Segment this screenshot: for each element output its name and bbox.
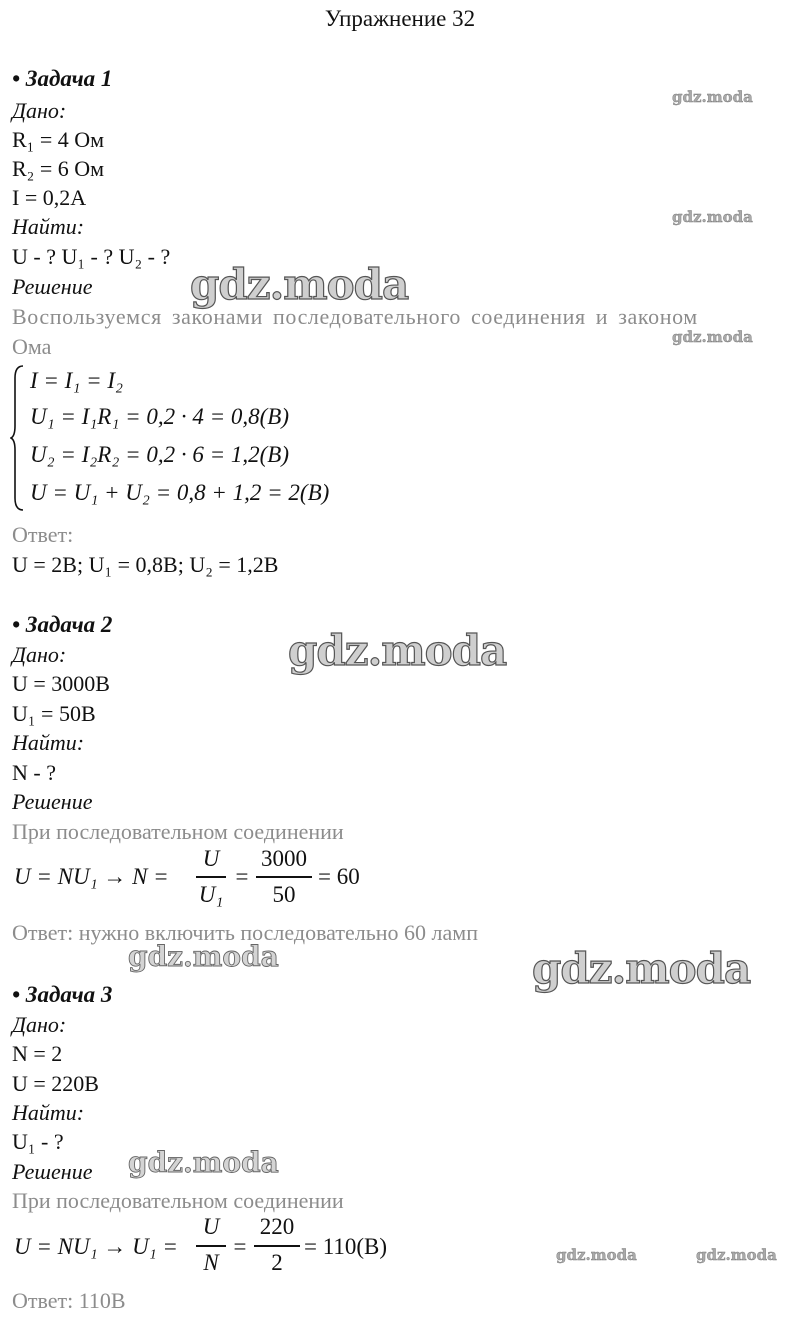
task3-given-n: N = 2 <box>12 1041 63 1066</box>
task3-find-label: Найти: <box>12 1100 85 1125</box>
task1-solution-label: Решение <box>12 274 93 299</box>
task3-solution-text: При последовательном соединении <box>12 1188 344 1213</box>
task2-formula-result: = 60 <box>318 864 360 889</box>
watermark: gdz.moda <box>696 1246 777 1264</box>
task1-equation-total: U = U₁ + U₂ = 0,8 + 1,2 = 2(В) <box>30 480 330 505</box>
task2-solution-text: При последовательном соединении <box>12 819 344 844</box>
watermark: gdz.moda <box>190 260 409 309</box>
task1-given-label: Дано: <box>12 98 67 123</box>
task3-heading: • Задача 3 <box>12 982 113 1007</box>
watermark: gdz.moda <box>556 1246 637 1264</box>
task3-given-u: U = 220В <box>12 1071 99 1096</box>
watermark: gdz.moda <box>128 1146 279 1179</box>
task2-answer: Ответ: нужно включить последовательно 60 ламп <box>12 920 478 945</box>
task3-frac1-num: U <box>202 1214 220 1239</box>
task1-solution-text: Воспользуемся законами последовательного соединения и законом <box>12 304 698 329</box>
task2-heading: • Задача 2 <box>12 612 113 637</box>
task2-given-label: Дано: <box>12 642 67 667</box>
task2-given-u1: U₁ = 50В <box>12 701 96 726</box>
task1-answer-label: Ответ: <box>12 522 74 547</box>
task3-formula-result: = 110(В) <box>304 1234 388 1259</box>
task3-formula-eq: = <box>232 1234 248 1259</box>
task2-frac2-bar <box>256 876 312 878</box>
task2-given-u: U = 3000В <box>12 671 110 696</box>
task1-find: U - ? U₁ - ? U₂ - ? <box>12 244 171 269</box>
task1-given-r1: R₁ = 4 Ом <box>12 127 105 152</box>
task1-heading: • Задача 1 <box>12 66 113 91</box>
task1-given-i: I = 0,2А <box>12 185 87 210</box>
task1-find-label: Найти: <box>12 214 85 239</box>
watermark: gdz.moda <box>288 626 507 675</box>
task1-solution-text-cont: Ома <box>12 334 52 359</box>
watermark: gdz.moda <box>128 940 279 973</box>
task3-formula-lhs: U = NU₁ → U₁ = <box>14 1234 178 1259</box>
task1-answer: U = 2В; U₁ = 0,8В; U₂ = 1,2В <box>12 552 279 577</box>
task3-frac1-bar <box>196 1245 226 1247</box>
task2-frac1-den: U₁ <box>198 882 224 907</box>
task2-frac1-num: U <box>202 846 220 871</box>
task3-frac2-bar <box>254 1245 300 1247</box>
task3-given-label: Дано: <box>12 1012 67 1037</box>
task2-formula-lhs: U = NU₁ → N = <box>14 864 169 889</box>
task2-frac1-bar <box>196 876 226 878</box>
task1-given-r2: R₂ = 6 Ом <box>12 156 105 181</box>
page-title: Упражнение 32 <box>324 6 476 31</box>
task2-solution-label: Решение <box>12 789 93 814</box>
task3-find: U₁ - ? <box>12 1129 64 1154</box>
task3-frac2-num: 220 <box>259 1214 295 1239</box>
task1-equation-current: I = I₁ = I₂ <box>30 368 124 393</box>
task1-equation-u2: U₂ = I₂R₂ = 0,2 · 6 = 1,2(В) <box>30 442 289 467</box>
task3-frac2-den: 2 <box>271 1250 283 1275</box>
task2-frac2-num: 3000 <box>261 846 307 871</box>
task3-frac1-den: N <box>203 1250 219 1275</box>
task3-answer: Ответ: 110В <box>12 1288 126 1313</box>
watermark: gdz.moda <box>672 328 753 346</box>
watermark: gdz.moda <box>532 944 751 993</box>
task1-equation-u1: U₁ = I₁R₁ = 0,2 · 4 = 0,8(В) <box>30 404 289 429</box>
task2-find: N - ? <box>12 760 56 785</box>
task3-solution-label: Решение <box>12 1159 93 1184</box>
task2-frac2-den: 50 <box>272 882 296 907</box>
task2-find-label: Найти: <box>12 730 85 755</box>
watermark: gdz.moda <box>672 208 753 226</box>
system-brace-icon <box>10 364 26 512</box>
task2-formula-eq: = <box>234 864 250 889</box>
watermark: gdz.moda <box>672 88 753 106</box>
